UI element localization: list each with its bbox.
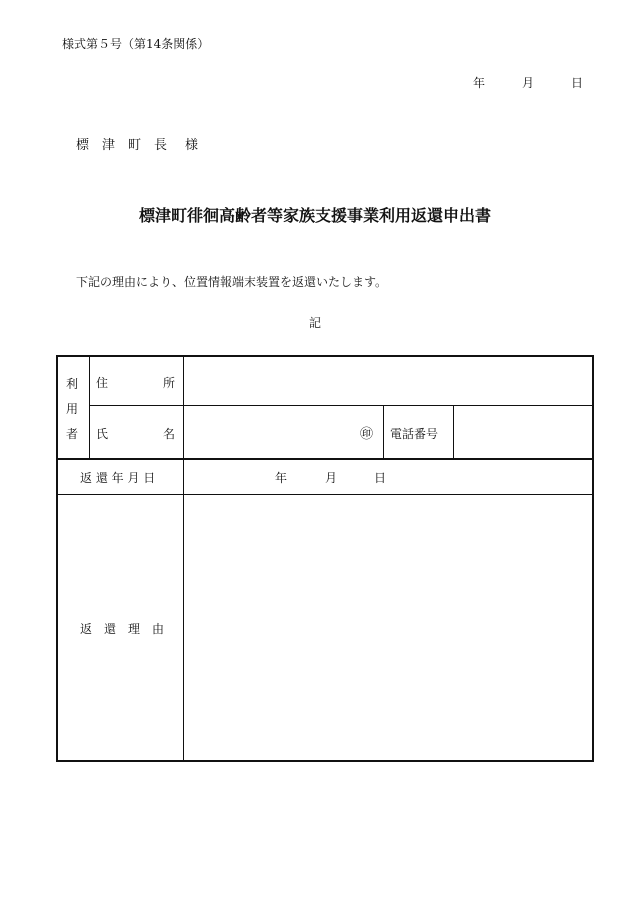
row-divider-user (56, 458, 594, 460)
return-date-month: 月 (325, 471, 338, 485)
user-label-1: 利 (66, 377, 79, 391)
return-date-label: 返 還 年 月 日 (80, 471, 156, 485)
addressee-name: 標 津 町 長 (76, 138, 168, 153)
name-label-2: 名 (163, 427, 176, 441)
intro-text: 下記の理由により、位置情報端末装置を返還いたします。 (76, 275, 388, 289)
document-title: 標津町徘徊高齢者等家族支援事業利用返還申出書 (138, 206, 491, 225)
phone-label: 電話番号 (390, 427, 439, 441)
col-divider-user (89, 355, 90, 459)
return-date-day: 日 (374, 471, 387, 485)
return-date-year: 年 (275, 471, 288, 485)
name-field[interactable] (184, 406, 382, 458)
row-divider-date (56, 494, 594, 495)
user-label-3: 者 (66, 427, 79, 441)
address-field[interactable] (184, 356, 592, 404)
ki-heading: 記 (308, 316, 321, 330)
application-table (56, 355, 594, 762)
seal-mark: ㊞ (360, 427, 374, 442)
name-label-1: 氏 (96, 427, 109, 441)
phone-field[interactable] (454, 406, 592, 458)
user-label-2: 用 (66, 402, 79, 416)
address-label-1: 住 (96, 376, 109, 390)
col-divider-seal (383, 405, 384, 459)
addressee-honorific: 様 (185, 138, 199, 153)
date-day-label: 日 (571, 76, 584, 90)
form-number: 様式第５号（第14条関係） (62, 37, 210, 51)
return-reason-field[interactable] (184, 496, 592, 760)
address-label-2: 所 (163, 376, 176, 390)
return-reason-label: 返 還 理 由 (80, 622, 165, 636)
date-month-label: 月 (522, 76, 535, 90)
date-year-label: 年 (473, 76, 486, 90)
